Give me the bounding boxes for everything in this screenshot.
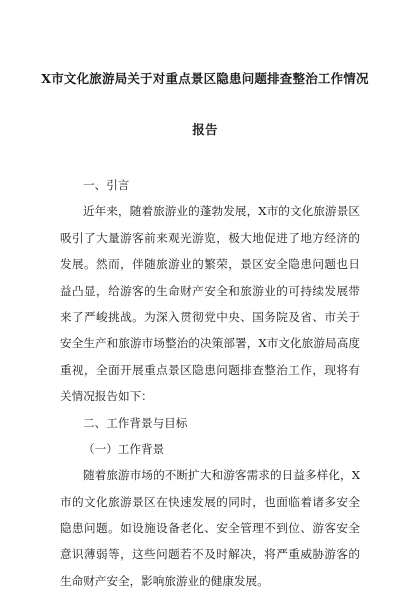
section-heading-introduction: 一、引言 xyxy=(83,178,130,192)
paragraph-line: 近年来，随着旅游业的蓬勃发展，X市的文化旅游景区 xyxy=(83,204,360,219)
paragraph-line: 关情况报告如下： xyxy=(60,389,153,404)
paragraph-line: 吸引了大量游客前来观光游览，极大地促进了地方经济的 xyxy=(60,230,360,245)
paragraph-line: 来了严峻挑战。为深入贯彻党中央、国务院及省、市关于 xyxy=(60,309,360,324)
paragraph-line: 安全生产和旅游市场整治的决策部署，X市文化旅游局高度 xyxy=(60,336,360,351)
document-body xyxy=(60,172,360,594)
document-title-continued: 报告 xyxy=(192,122,218,137)
document-title: X市文化旅游局关于对重点景区隐患问题排查整治工作情况 xyxy=(41,71,369,86)
section-heading-background: 二、工作背景与目标 xyxy=(83,415,188,430)
paragraph-line: 随着旅游市场的不断扩大和游客需求的日益多样化，X xyxy=(83,468,360,483)
paragraph-line: 生命财产安全，影响旅游业的健康发展。 xyxy=(60,573,269,588)
subsection-heading-background: （一）工作背景 xyxy=(83,441,165,456)
paragraph-line: 益凸显，给游客的生命财产安全和旅游业的可持续发展带 xyxy=(60,283,360,298)
paragraph-line: 隐患问题。如设施设备老化、安全管理不到位、游客安全 xyxy=(60,521,360,536)
paragraph-line: 市的文化旅游景区在快速发展的同时，也面临着诸多安全 xyxy=(60,494,360,509)
paragraph-line: 意识薄弱等，这些问题若不及时解决，将严重威胁游客的 xyxy=(60,547,360,562)
paragraph-line: 重视，全面开展重点景区隐患问题排查整治工作，现将有 xyxy=(60,362,360,377)
paragraph-line: 发展。然而，伴随旅游业的繁荣，景区安全隐患问题也日 xyxy=(60,257,360,272)
